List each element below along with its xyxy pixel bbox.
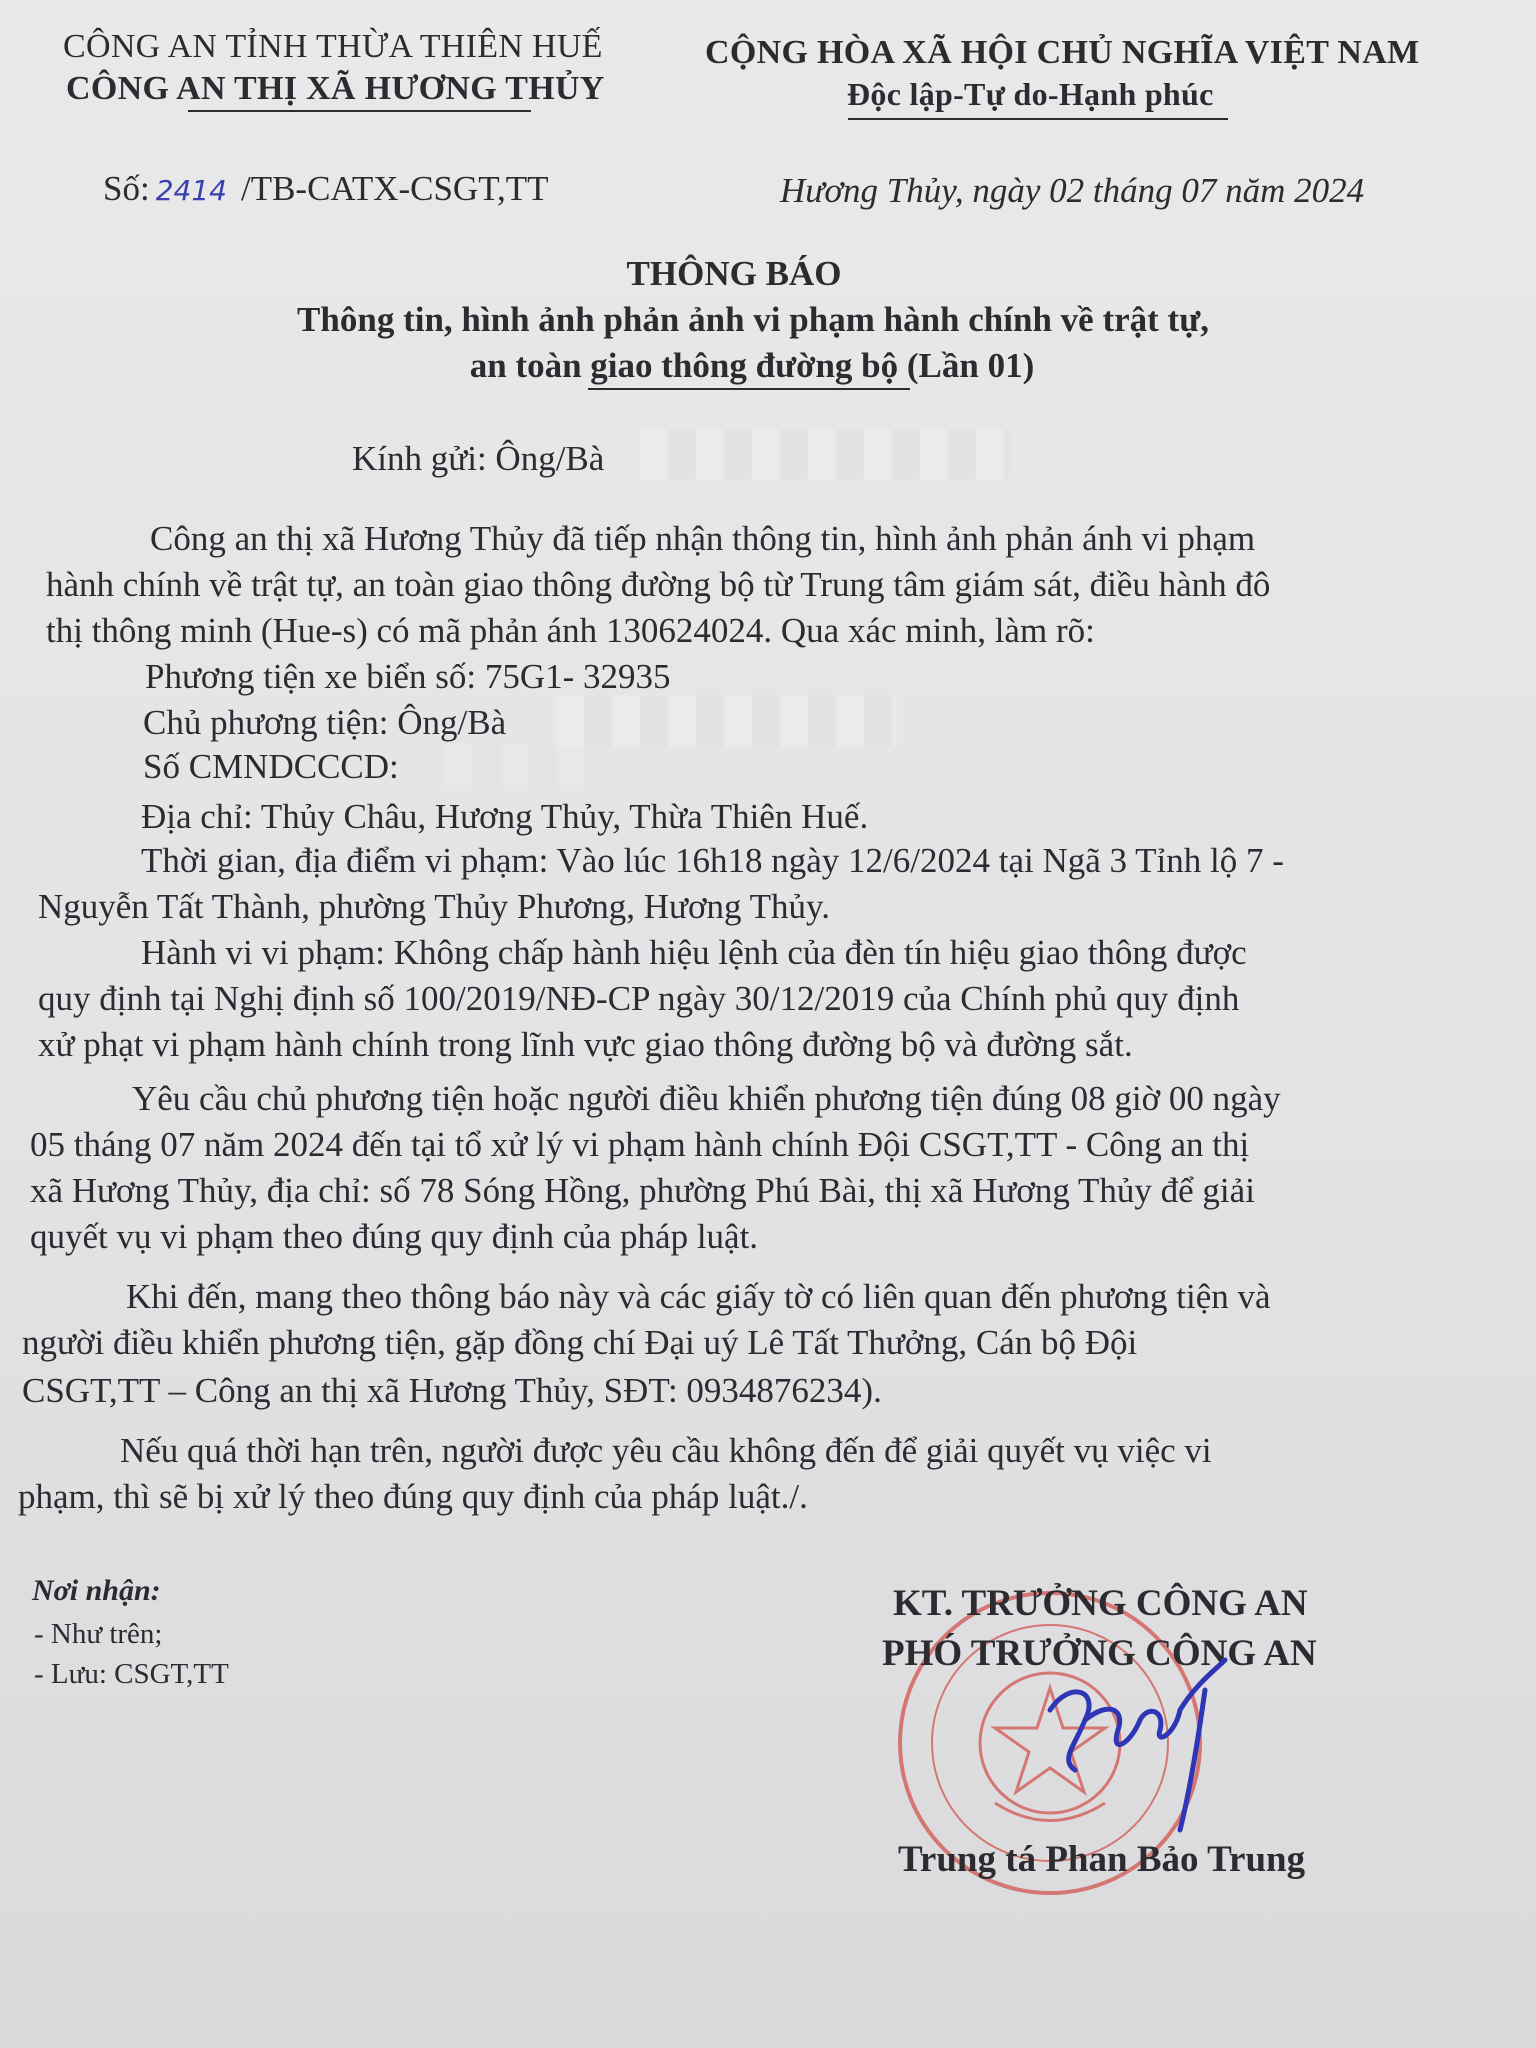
request-l1: Yêu cầu chủ phương tiện hoặc người điều khiển phương tiện đúng 08 giờ 00 ngày	[132, 1079, 1281, 1118]
recipients-item-2: - Lưu: CSGT,TT	[34, 1658, 229, 1690]
bring-l1: Khi đến, mang theo thông báo này và các giấy tờ có liên quan đến phương tiện và	[126, 1277, 1271, 1316]
request-l2: 05 tháng 07 năm 2024 đến tại tổ xử lý vi phạm hành chính Đội CSGT,TT - Công an thị	[30, 1125, 1250, 1164]
signature-title-2: PHÓ TRƯỞNG CÔNG AN	[882, 1633, 1317, 1674]
notice-subtitle-1: Thông tin, hình ảnh phản ảnh vi phạm hành chính về trật tự,	[297, 300, 1209, 339]
date-line: Hương Thủy, ngày 02 tháng 07 năm 2024	[780, 171, 1365, 210]
subtitle-underline	[588, 388, 910, 390]
recipient-line: Kính gửi: Ông/Bà	[352, 439, 605, 478]
signer-name: Trung tá Phan Bảo Trung	[898, 1839, 1306, 1880]
bring-l3: CSGT,TT – Công an thị xã Hương Thủy, SĐT: 0934876234).	[22, 1371, 882, 1410]
violation-time-l2: Nguyễn Tất Thành, phường Thủy Phương, Hương Thủy.	[38, 887, 830, 926]
doc-number	[103, 168, 549, 210]
notice-title: THÔNG BÁO	[626, 254, 842, 293]
notice-subtitle-2: an toàn giao thông đường bộ (Lần 01)	[469, 346, 1035, 385]
recipients-label: Nơi nhận:	[32, 1574, 161, 1607]
redacted-recipient	[640, 430, 1010, 480]
late-l2: phạm, thì sẽ bị xử lý theo đúng quy định của pháp luật./.	[18, 1477, 808, 1516]
redacted-owner	[556, 696, 896, 746]
violation-act-l3: xử phạt vi phạm hành chính trong lĩnh vực giao thông đường bộ và đường sắt.	[38, 1025, 1133, 1064]
violation-time-l1: Thời gian, địa điểm vi phạm: Vào lúc 16h18 ngày 12/6/2024 tại Ngã 3 Tỉnh lộ 7 -	[141, 841, 1284, 880]
violation-act-l2: quy định tại Nghị định số 100/2019/NĐ-CP ngày 30/12/2019 của Chính phủ quy định	[38, 979, 1240, 1018]
body-p1-l2: hành chính về trật tự, an toàn giao thông đường bộ từ Trung tâm giám sát, điều hành đô	[46, 565, 1271, 604]
request-l3: xã Hương Thủy, địa chỉ: số 78 Sóng Hồng, phường Phú Bài, thị xã Hương Thủy để giải	[30, 1171, 1255, 1210]
agency-underline	[188, 110, 531, 112]
vehicle-plate: Phương tiện xe biển số: 75G1- 32935	[145, 657, 671, 696]
late-l1: Nếu quá thời hạn trên, người được yêu cầu không đến để giải quyết vụ việc vi	[120, 1431, 1212, 1470]
body-p1-l1: Công an thị xã Hương Thủy đã tiếp nhận thông tin, hình ảnh phản ánh vi phạm	[150, 519, 1256, 558]
owner-address: Địa chỉ: Thủy Châu, Hương Thủy, Thừa Thiên Huế.	[141, 797, 869, 836]
request-l4: quyết vụ vi phạm theo đúng quy định của pháp luật.	[30, 1217, 759, 1256]
country-name: CỘNG HÒA XÃ HỘI CHỦ NGHĨA VIỆT NAM	[705, 34, 1420, 71]
recipients-item-1: - Như trên;	[34, 1618, 163, 1650]
country-motto: Độc lập-Tự do-Hạnh phúc	[847, 76, 1214, 112]
vehicle-owner: Chủ phương tiện: Ông/Bà	[143, 703, 507, 742]
handwritten-signature-icon	[1030, 1650, 1250, 1840]
body-p1-l3: thị thông minh (Hue-s) có mã phản ánh 130624024. Qua xác minh, làm rõ:	[46, 611, 1095, 650]
doc-number-suffix: /TB-CATX-CSGT,TT	[240, 169, 549, 208]
motto-underline	[848, 118, 1228, 120]
doc-number-prefix: Số:	[103, 169, 150, 208]
id-number: Số CMNDCCCD:	[143, 747, 399, 786]
signature-title-1: KT. TRƯỞNG CÔNG AN	[893, 1583, 1308, 1624]
bring-l2: người điều khiển phương tiện, gặp đồng chí Đại uý Lê Tất Thưởng, Cán bộ Đội	[22, 1323, 1138, 1362]
doc-number-handwritten: 2414	[155, 174, 227, 207]
violation-act-l1: Hành vi vi phạm: Không chấp hành hiệu lệnh của đèn tín hiệu giao thông được	[141, 933, 1247, 972]
agency-name: CÔNG AN THỊ XÃ HƯƠNG THỦY	[66, 70, 605, 107]
redacted-id	[445, 744, 595, 786]
agency-parent: CÔNG AN TỈNH THỪA THIÊN HUẾ	[63, 28, 603, 65]
